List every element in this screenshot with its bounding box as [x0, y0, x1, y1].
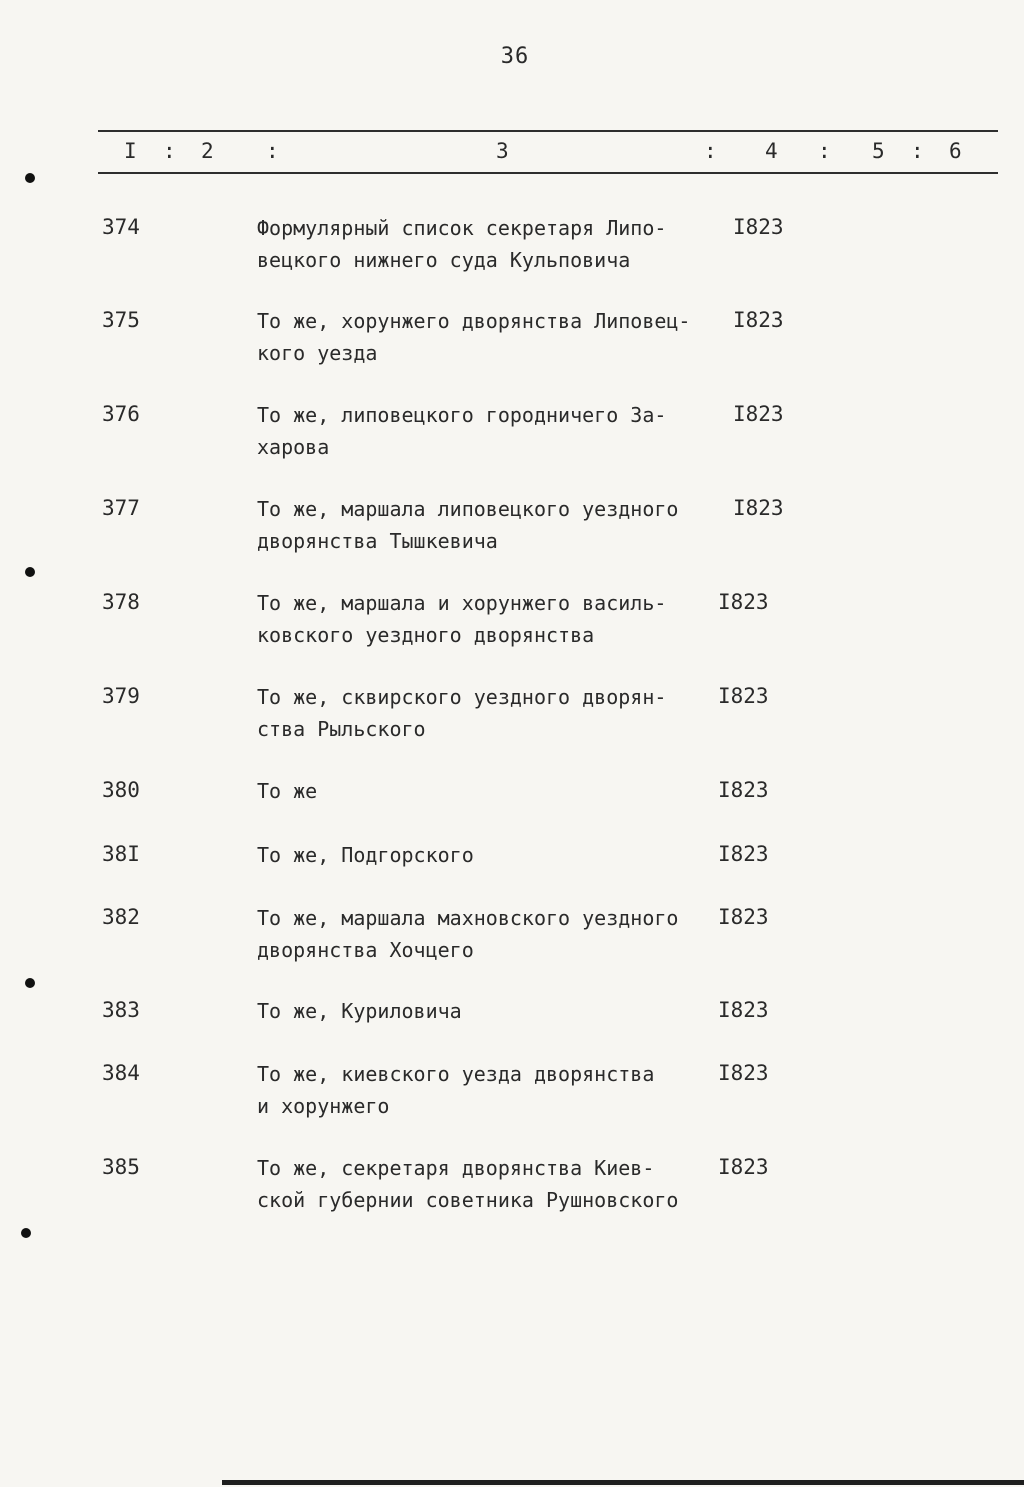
description-line: То же, хорунжего дворянства Липовец-	[257, 309, 691, 333]
item-description	[257, 1058, 709, 1122]
page-bottom-edge	[222, 1480, 1024, 1485]
item-description	[257, 775, 709, 807]
item-number: 378	[102, 590, 140, 614]
item-description	[257, 681, 709, 745]
description-line: Формулярный список секретаря Липо-	[257, 216, 667, 240]
item-number: 383	[102, 998, 140, 1022]
binding-hole-mark	[25, 978, 35, 988]
description-line: То же	[257, 779, 318, 803]
item-year: I823	[733, 402, 784, 426]
item-year: I823	[718, 1061, 769, 1085]
item-description	[257, 305, 709, 369]
column-header-separator: :	[266, 139, 279, 163]
item-number: 380	[102, 778, 140, 802]
column-header-row	[0, 139, 1024, 167]
description-line: То же, Подгорского	[257, 843, 474, 867]
item-year: I823	[718, 684, 769, 708]
item-year: I823	[718, 842, 769, 866]
item-description	[257, 995, 709, 1027]
item-number: 385	[102, 1155, 140, 1179]
item-description	[257, 212, 709, 276]
binding-hole-mark	[25, 173, 35, 183]
column-header-1: I	[124, 139, 137, 163]
column-header-6: 6	[949, 139, 962, 163]
description-line: То же, липовецкого городничего За-	[257, 403, 667, 427]
item-number: 382	[102, 905, 140, 929]
column-header-separator: :	[818, 139, 831, 163]
item-number: 38I	[102, 842, 140, 866]
item-number: 374	[102, 215, 140, 239]
binding-hole-mark	[21, 1228, 31, 1238]
description-line: дворянства Хочцего	[257, 938, 474, 962]
description-line: То же, секретаря дворянства Киев-	[257, 1156, 655, 1180]
header-bottom-rule	[98, 172, 998, 174]
item-number: 379	[102, 684, 140, 708]
column-header-5: 5	[872, 139, 885, 163]
item-year: I823	[718, 1155, 769, 1179]
column-header-2: 2	[201, 139, 214, 163]
item-number: 376	[102, 402, 140, 426]
column-header-3: 3	[496, 139, 509, 163]
description-line: То же, маршала махновского уездного	[257, 906, 679, 930]
description-line: вецкого нижнего суда Кульповича	[257, 248, 631, 272]
item-number: 377	[102, 496, 140, 520]
column-header-separator: :	[911, 139, 924, 163]
description-line: То же, Куриловича	[257, 999, 462, 1023]
description-line: харова	[257, 435, 330, 459]
item-year: I823	[718, 590, 769, 614]
item-year: I823	[733, 215, 784, 239]
description-line: ской губернии советника Рушновского	[257, 1188, 679, 1212]
item-description	[257, 1152, 709, 1216]
column-header-separator: :	[704, 139, 717, 163]
description-line: То же, маршала липовецкого уездного	[257, 497, 679, 521]
item-year: I823	[718, 998, 769, 1022]
description-line: дворянства Тышкевича	[257, 529, 498, 553]
item-year: I823	[718, 778, 769, 802]
header-top-rule	[98, 130, 998, 132]
description-line: кого уезда	[257, 341, 378, 365]
description-line: То же, маршала и хорунжего василь-	[257, 591, 667, 615]
item-description	[257, 587, 709, 651]
column-header-4: 4	[765, 139, 778, 163]
item-number: 375	[102, 308, 140, 332]
description-line: и хорунжего	[257, 1094, 390, 1118]
column-header-separator: :	[163, 139, 176, 163]
item-description	[257, 493, 709, 557]
item-year: I823	[733, 496, 784, 520]
binding-hole-mark	[25, 567, 35, 577]
description-line: То же, киевского уезда дворянства	[257, 1062, 655, 1086]
item-description	[257, 902, 709, 966]
page-number: 36	[500, 44, 530, 69]
item-year: I823	[733, 308, 784, 332]
description-line: То же, сквирского уездного дворян-	[257, 685, 667, 709]
description-line: ковского уездного дворянства	[257, 623, 595, 647]
item-year: I823	[718, 905, 769, 929]
item-number: 384	[102, 1061, 140, 1085]
description-line: ства Рыльского	[257, 717, 426, 741]
item-description	[257, 839, 709, 871]
item-description	[257, 399, 709, 463]
